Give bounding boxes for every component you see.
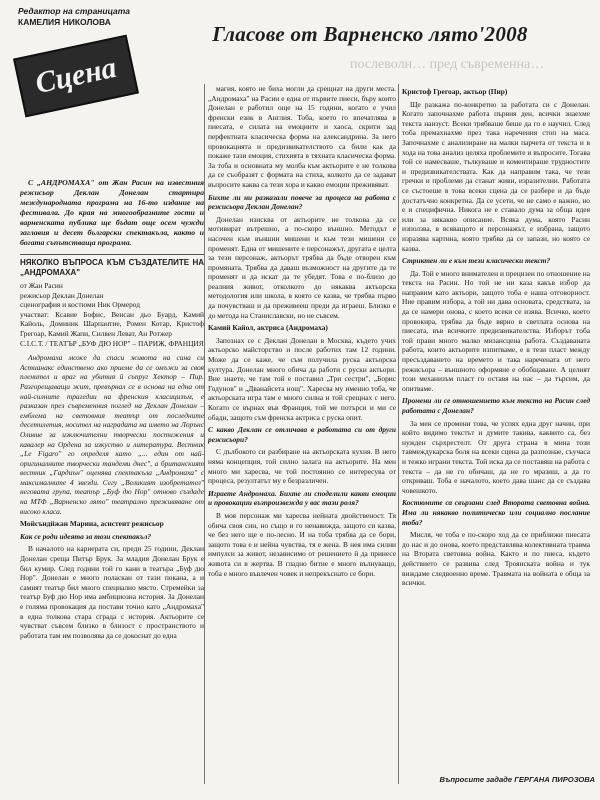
column-divider (204, 84, 205, 784)
column-1 (20, 178, 204, 786)
question: С какво Деклан се отличава в работата си от други режисьори? (208, 425, 396, 444)
answer: Донелан изисква от актьорите не толкова да се мотивират вътрешно, а по-скоро външно. Методът е насочен към външни мишени и към тези мишени се променят. Една от мишените е персонажът, другата е целта за тези персонаж, актьорът трябва да бъде отворен към промяната. Трябва да даваш възможност на другите да те променят и да искат да те убедят. Това е по-близо до реалния живот, отколкото до някаква актьорска методология или школа, в която се казва, че трябва първо да почувстваш и да преживееш преди да играеш. Близко е до метода на Станиславски, но не съвсем. (208, 214, 396, 320)
section-heading: НЯКОЛКО ВЪПРОСА КЪМ СЪЗДАТЕЛИТЕ НА „АНДРОМАХА" (20, 254, 204, 278)
production-credits (20, 281, 204, 348)
lead-paragraph: С „АНДРОМАХА" от Жан Расин на известния режисьор Деклан Донелан стартира международната програма на 16-то издание на фестивала. До края на многообразните гости и варненската публика ще бъдат още осем чужди заглавия и десет български спектакъла, както и богата съпътстваща програма. (20, 178, 204, 247)
credit-line: участват: Ксавие Бофис, Венсан дьо Буард, Камий Кайоль, Доминик Шарпантие, Ромен Котар, Кристоф Грегоар, Камий Жапи, Силвен Леват, Ан Ротжер (20, 309, 204, 338)
interviewer-credit: Въпросите зададе ГЕРГАНА ПИРОЗОВА (439, 775, 595, 784)
answer: Запознах се с Деклан Донелан в Москва, където учих актьорско майсторство и после работих там 12 години. Може да се каже, че съм получила руска актьорска култура. Донелан много обича да работи с руски актьори. Вие знаете, че там той е поставил „Три сестри", „Борис Годунов" и „Дванайсета нощ". Харесва му именно тоба, че актьорската игра там е много силна и той срещнах с него. Когато се върнах във Франция, той ме потърси и ми се обади, защото съм френска актриса с руска опит. (208, 335, 396, 422)
credit-line: от Жан Расин (20, 281, 63, 290)
question: Как се роди идеята за този спектакъл? (20, 531, 152, 541)
column-3 (402, 84, 590, 786)
answer: магия, която не биха могли да срещнат на други места. „Андромаха" на Расин е една от първите пиеси, бъру които Донелан е работил още на 15 години, когато е учил френски език в Англия. Тоба, което го впечатлява в пиесата, е силата на емоциите и хаоса, скрити зад перфектната класическа форма на александрина. За него провокацията и предизвикателството са били как да покаже тази емоция, стихията в тяхната класическа форма. За тоба и основната му молба към актьорите е не толкова да се съобразят с формата на стиха, колкото да се задават въпросите каква са тези хора и какво емоции преживяват. (208, 84, 396, 189)
answer: В моя персонаж ми харесва нейната двойственост. Тя обича своя син, но също и го ненавижда, защото си казва, че без него ще е по-лесно. И на тоба трябва да се бори, защото това е и нейна чувства, тя е жена. В нея има силни импулси за живот, независимо от решението й да принесе живота си в жертва. В гладно битие е много вълнуващо, тоба е много въвлечен човек и непрекъснато се бори. (208, 510, 396, 578)
column-divider (398, 84, 399, 784)
question: Играете Андромаха. Бихте ли споделили какви емоции и провокации възпроизвежда у вас тази роля? (208, 488, 396, 508)
editor-credit (18, 6, 158, 28)
question: Костюмите са свързани след Втората световна война. Има ли някакво политическо или социално послание тоба? (402, 498, 590, 527)
editor-name: КАМЕЛИЯ НИКОЛОВА (18, 17, 111, 27)
interviewee-label: Мойсъндйжан Марина, асистент режисьор (20, 519, 164, 529)
credit-line: режисьор Деклан Донелан (20, 290, 104, 300)
intro-paragraph: Андромаха може да спаси живота на сина си Астианакс единствено ако приеме да се омъжи за своя пленител и враг на убития й съпруг Хектор – Пир. Разгорещаващи жит, превърнал се в основа на една от най-силните трагедии на френския класицизъм, е разказан през съвременния поглед на Деклан Донелан – емблема на световния театър от последните десетилетия, носител на наградата на името на Лорънс Оливие за изключителни творчески постижения и кавалер на Ордена за изкуство и литература. Вестник „Le Figaro" го определя като „... един от най-оригиналните творчески тандеми днес", а британският вестник „Гардиън" оценява спектакъла „Андромаха" с максималните 4 звезди. Сегу „Великият изобретател" неговата група, театър „Буф дю Нор" отново създаде на МТФ „Варненско лято" театрално преживяване от високо класа. (20, 353, 204, 516)
page-title: Гласове от Варненско лято'2008 (212, 22, 528, 46)
answer: Мисля, че тоба е по-скоро ход да се приближи пиесата до нас и до онова, което представлява колективната травма на Втората световна война. Както и по пиеса, където действието се развива след Троянската война и тук виждаме следвоенно време. Травмата на войната е обща за всички. (402, 530, 590, 588)
section-stamp: Сцена (13, 35, 139, 118)
question: Промени ли се отношението към текста на Расин след работата с Донелан? (402, 396, 590, 415)
answer: За мен се промени това, че успях една друг начин, при който видимо текстът и думите такива, каквито са, без нужден сърхрестелт. От друга страна в мина този тавмеждукарска боля на всеки сцена да разпознае, съучаса и тежко играни текста. Той иска да се поставяш на работа с текста – да не го обичаш, да не го мразиш, а да го откриваш. Тоба е началото, което дава шанс да се създава човешкото. (402, 418, 590, 495)
answer: Да. Той е много внимателен и прецизен по отношение на текста на Расин. Но той не ни каза какъв избор да направим като актьори, защото тоба е наша отговорност. Ние правим избора, а той ни дава основата, средствата, за да се намери онова, с което всеки се изява. Всичко, което провокира, трябва да бъде вярно в светлата основа на пиесата, във всичките предизвикателства. Изборът тоба той прави много малко мизансцена работа. Създаваната работа, които актьорите изпитваме, е в тези пласт между пресъздаването на времето и така наречената от него режисьора – външното оформяне е обобщаване. А целият този механизъм пласт го оставя на нас – да търсим, да опитваме. (402, 268, 590, 393)
answer: С дълбокото си разбиране на актьорската кухня. В него няма концепция, той силно залага на актьорите. На мен много ми харесва, че той постоянно се интересува от процеса, резултатът му е безразличен. (208, 447, 396, 486)
interviewee-label: Камий Кайол, актриса (Андромаха) (208, 323, 328, 333)
answer: Ще разкажа по-конкретно за работата си с Донелан. Когато започнахме работа първия ден, всички знаехме текста наизуст. Всеки трябваше беше да го е научил. След тоба премахнахме през така наречения стоп на маса. Започнахме с анализиране на малки парчета от текста и в хода на това анализ целяха проблемите и въпросите. Тогава той се намесваше, тълкуваше и коментираше трудностите и предизвикателствата. Как да направим така, че тези гречки и проблеми да станат живи, изразителни. Работата се състоеше в това всеки сцена да се разбере и да бъде достатъчно конкретна. Да се усети, че не само е важно, но е и специфична. Никога не е ставало дума за обща идея или за някакво описание. Всяка дума, която Расин използва, в всяващото и персонажът, е избрана, защото изразява картина, която трябва да се запази, но която се казва. (402, 99, 590, 253)
editor-label: Редактор на страницата (18, 6, 131, 16)
background-print-through: послеволн… пред съвременна… (350, 57, 545, 72)
answer: В началото на кариерата си, преди 25 години, Деклан Донелан среща Питър Брук. За младия Донелан Брук е бил кумир. След години той го кани в театъра „Буф дю Нор". Донелан е много поласкан от тази покана, а и самият театър бил много специално място. Стремейки за театър Буф дю Нор има амбициозна история. За Донелан е голяма провокация да постави точно като „Андромаха" в една толкова стара сграда с история. Актьорите се чувстват съвсем близко в близост с пространството и работата там им позволява да се докоснат до една (20, 544, 204, 640)
question: Бихте ли ни разказали повече за процеса на работа с режисьора Деклан Донелан? (208, 192, 396, 212)
credit-line: сценография и костюми Ник Ормерод (20, 300, 141, 310)
column-2 (208, 84, 396, 786)
interviewee-label: Кристоф Грегоар, актьор (Пир) (402, 87, 508, 96)
credit-line: С.І.С.Т. / ТЕАТЪР „БУФ ДЮ НОР" – ПАРИЖ, ФРАНЦИЯ (20, 338, 204, 348)
question: Стриктен ли е към тези класически текст? (402, 256, 551, 266)
